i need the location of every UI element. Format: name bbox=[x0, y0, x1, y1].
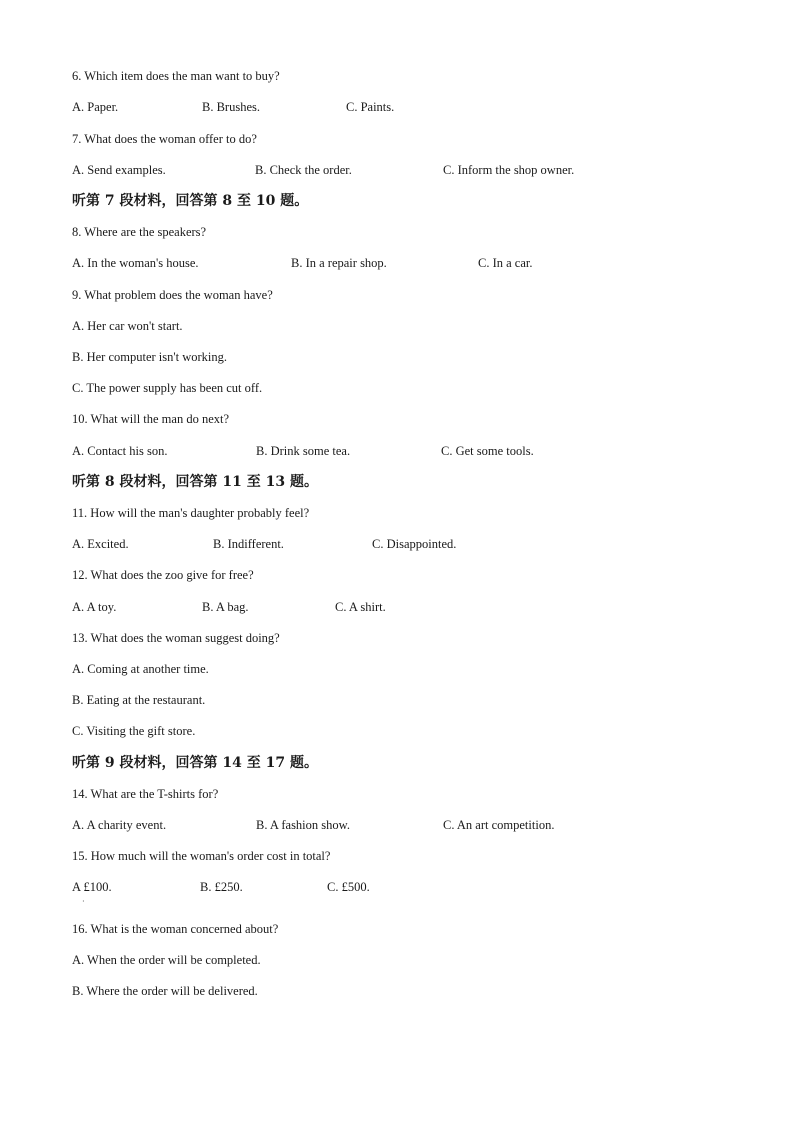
section-heading-9: 听第 9 段材料，回答第 14 至 17 题。 bbox=[72, 755, 318, 771]
q15-option-c: C. £500. bbox=[327, 880, 370, 894]
question-11: 11. How will the man's daughter probably feel? bbox=[72, 506, 310, 520]
section-heading-7: 听第 7 段材料，回答第 8 至 10 题。 bbox=[72, 193, 309, 209]
q9-option-b: B. Her computer isn't working. bbox=[72, 350, 228, 364]
question-7: 7. What does the woman offer to do? bbox=[72, 132, 257, 146]
q8-option-a: A. In the woman's house. bbox=[72, 256, 199, 270]
question-16: 16. What is the woman concerned about? bbox=[72, 922, 279, 936]
q7-option-a: A. Send examples. bbox=[72, 163, 166, 177]
q15-option-b: B. £250. bbox=[200, 880, 243, 894]
q12-option-b: B. A bag. bbox=[202, 600, 249, 614]
q15-option-a: A £100. bbox=[72, 880, 112, 894]
q10-option-a: A. Contact his son. bbox=[72, 444, 168, 458]
question-13: 13. What does the woman suggest doing? bbox=[72, 631, 280, 645]
q7-option-b: B. Check the order. bbox=[255, 163, 352, 177]
question-10: 10. What will the man do next? bbox=[72, 412, 230, 426]
q14-option-b: B. A fashion show. bbox=[256, 818, 350, 832]
q14-option-c: C. An art competition. bbox=[443, 818, 555, 832]
stray-dot-mark: · bbox=[82, 897, 85, 906]
q10-option-c: C. Get some tools. bbox=[441, 444, 534, 458]
q11-option-a: A. Excited. bbox=[72, 537, 129, 551]
q9-option-c: C. The power supply has been cut off. bbox=[72, 381, 263, 395]
question-12: 12. What does the zoo give for free? bbox=[72, 568, 254, 582]
q6-option-c: C. Paints. bbox=[346, 100, 395, 114]
q13-option-c: C. Visiting the gift store. bbox=[72, 724, 196, 738]
q12-option-a: A. A toy. bbox=[72, 600, 117, 614]
q6-option-b: B. Brushes. bbox=[202, 100, 260, 114]
section-heading-8: 听第 8 段材料，回答第 11 至 13 题。 bbox=[72, 474, 318, 490]
question-6: 6. Which item does the man want to buy? bbox=[72, 69, 280, 83]
question-8: 8. Where are the speakers? bbox=[72, 225, 207, 239]
q7-option-c: C. Inform the shop owner. bbox=[443, 163, 575, 177]
q16-option-b: B. Where the order will be delivered. bbox=[72, 984, 258, 998]
q8-option-b: B. In a repair shop. bbox=[291, 256, 387, 270]
q11-option-c: C. Disappointed. bbox=[372, 537, 457, 551]
q12-option-c: C. A shirt. bbox=[335, 600, 386, 614]
q14-option-a: A. A charity event. bbox=[72, 818, 167, 832]
q6-option-a: A. Paper. bbox=[72, 100, 119, 114]
q9-option-a: A. Her car won't start. bbox=[72, 319, 183, 333]
q11-option-b: B. Indifferent. bbox=[213, 537, 284, 551]
q8-option-c: C. In a car. bbox=[478, 256, 533, 270]
question-14: 14. What are the T-shirts for? bbox=[72, 787, 219, 801]
question-9: 9. What problem does the woman have? bbox=[72, 288, 273, 302]
q16-option-a: A. When the order will be completed. bbox=[72, 953, 261, 967]
q13-option-b: B. Eating at the restaurant. bbox=[72, 693, 206, 707]
q13-option-a: A. Coming at another time. bbox=[72, 662, 209, 676]
q10-option-b: B. Drink some tea. bbox=[256, 444, 351, 458]
question-15: 15. How much will the woman's order cost in total? bbox=[72, 849, 331, 863]
